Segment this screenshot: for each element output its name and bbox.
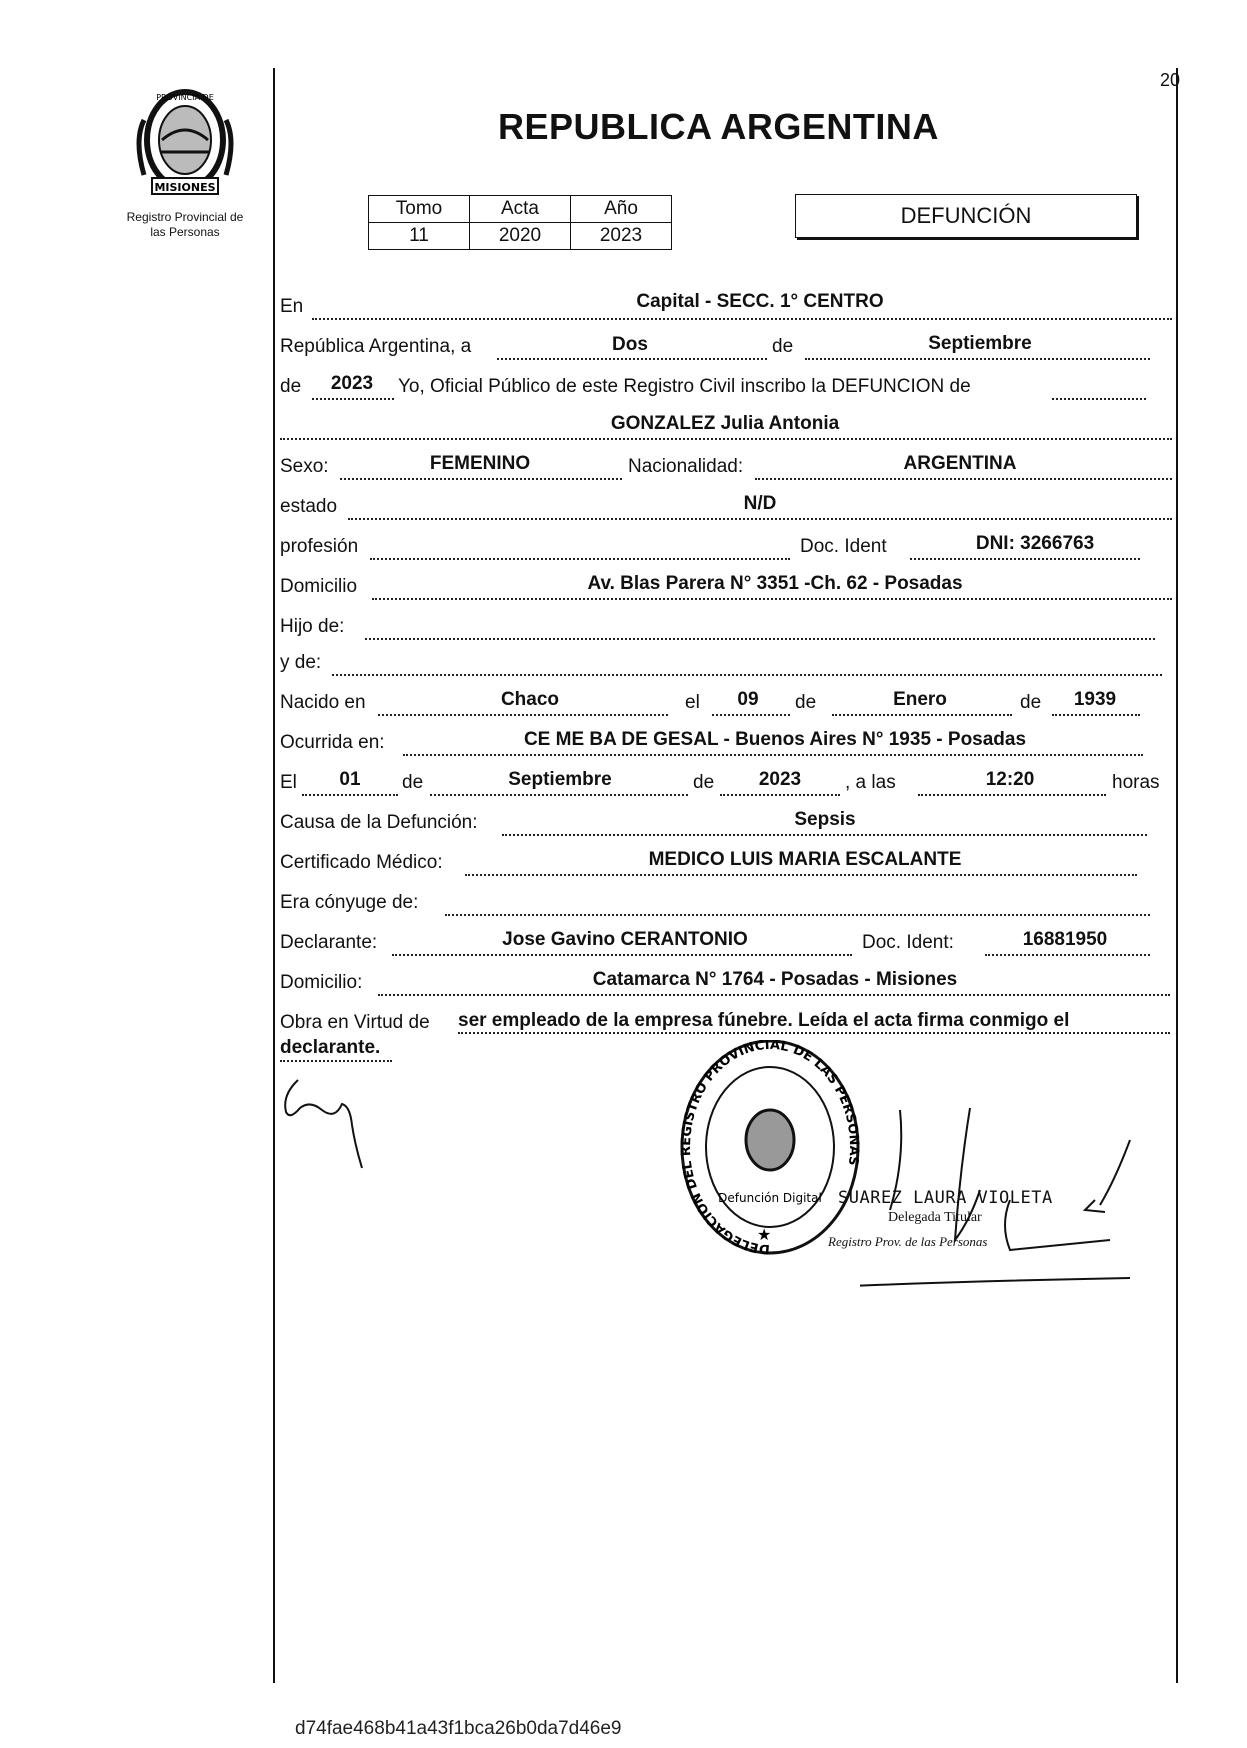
declarant-signature	[280, 1070, 400, 1180]
label-en: En	[280, 296, 304, 317]
value-nacido-lugar: Chaco	[500, 689, 560, 710]
registry-caption-line2: las Personas	[150, 225, 220, 239]
label-domicilio: Domicilio	[280, 576, 358, 597]
official-name: SUAREZ LAURA VIOLETA	[838, 1188, 1053, 1208]
dotted-line	[755, 478, 1172, 480]
label-de-def-anio: de	[693, 772, 715, 793]
label-de-mes: de	[795, 692, 817, 713]
dotted-line	[502, 834, 1147, 836]
label-ocurrida-en: Ocurrida en:	[280, 732, 385, 753]
dotted-line	[805, 358, 1150, 360]
value-def-dia: 01	[339, 769, 361, 790]
dotted-line	[1052, 398, 1146, 400]
stamp-ring-text: DELEGACION DEL REGISTRO PROVINCIAL DE LAS PERSONAS	[678, 1040, 862, 1257]
document-hash: d74fae468b41a43f1bca26b0da7d46e9	[295, 1718, 622, 1739]
dotted-line	[348, 518, 1172, 520]
dotted-line	[910, 558, 1140, 560]
value-lugar: Capital - SECC. 1° CENTRO	[636, 291, 884, 312]
label-de-anio: de	[280, 376, 302, 397]
label-y-de: y de:	[280, 652, 322, 673]
dotted-line	[430, 794, 688, 796]
dotted-line	[372, 598, 1172, 600]
value-certificado: MEDICO LUIS MARIA ESCALANTE	[648, 849, 962, 870]
label-el-cap: El	[280, 772, 297, 793]
label-el: el	[685, 692, 700, 713]
value-ocurrida: CE ME BA DE GESAL - Buenos Aires N° 1935 - Posadas	[523, 729, 1027, 750]
label-conyuge: Era cónyuge de:	[280, 892, 419, 913]
stamp-star-icon: ★	[757, 1225, 772, 1244]
logo-top-text: PROVINCIA DE	[156, 93, 214, 102]
dotted-line	[312, 318, 1172, 320]
dotted-line	[280, 1060, 392, 1062]
right-margin-rule	[1176, 68, 1178, 1683]
label-sexo: Sexo:	[280, 456, 329, 477]
label-domicilio2: Domicilio:	[280, 972, 363, 993]
value-declarante-domicilio: Catamarca N° 1764 - Posadas - Misiones	[592, 969, 958, 990]
label-doc-ident2: Doc. Ident:	[862, 932, 954, 953]
anio-value: 2023	[571, 223, 672, 250]
value-declarante: Jose Gavino CERANTONIO	[502, 929, 748, 950]
label-nacionalidad: Nacionalidad:	[628, 456, 744, 477]
value-def-hora: 12:20	[985, 769, 1035, 790]
dotted-line	[985, 954, 1150, 956]
acta-value: 2020	[470, 223, 571, 250]
tomo-acta-anio-table	[368, 195, 672, 250]
value-causa: Sepsis	[794, 809, 856, 830]
label-de: de	[772, 336, 794, 357]
label-obra-en-virtud: Obra en Virtud de	[280, 1012, 430, 1033]
dotted-line	[340, 478, 622, 480]
label-estado: estado	[280, 496, 338, 517]
tomo-header: Tomo	[369, 196, 470, 223]
value-obra-line2: declarante.	[280, 1037, 381, 1058]
label-yo-oficial: Yo, Oficial Público de este Registro Civil inscribo la DEFUNCION de	[398, 376, 971, 397]
province-seal-logo	[130, 80, 240, 200]
value-nombre: GONZALEZ Julia Antonia	[610, 413, 840, 434]
dotted-line	[378, 994, 1170, 996]
dotted-line	[832, 714, 1012, 716]
dotted-line	[312, 398, 394, 400]
page-number: 20	[1160, 70, 1181, 90]
value-mes: Septiembre	[928, 333, 1032, 354]
dotted-line	[403, 754, 1143, 756]
stamp-inner-text: Defunción Digital	[718, 1191, 822, 1205]
value-anio: 2023	[330, 373, 374, 394]
label-nacido-en: Nacido en	[280, 692, 366, 713]
label-a-las: , a las	[845, 772, 896, 793]
label-certificado: Certificado Médico:	[280, 852, 443, 873]
label-horas: horas	[1112, 772, 1160, 793]
value-dia-texto: Dos	[612, 334, 648, 355]
dotted-line	[918, 794, 1106, 796]
value-nacido-mes: Enero	[893, 689, 947, 710]
dotted-line	[1052, 714, 1140, 716]
anio-header: Año	[571, 196, 672, 223]
label-causa: Causa de la Defunción:	[280, 812, 478, 833]
label-profesion: profesión	[280, 536, 359, 557]
dotted-line	[332, 674, 1162, 676]
dotted-line	[465, 874, 1137, 876]
label-hijo-de: Hijo de:	[280, 616, 345, 637]
label-de-anio2: de	[1020, 692, 1042, 713]
dotted-line	[280, 438, 1172, 440]
label-de-def-mes: de	[402, 772, 424, 793]
acta-header: Acta	[470, 196, 571, 223]
value-def-mes: Septiembre	[508, 769, 612, 790]
dotted-line	[370, 558, 790, 560]
official-role: Delegada Titular	[888, 1210, 982, 1225]
label-doc-ident: Doc. Ident	[800, 536, 887, 557]
dotted-line	[497, 358, 767, 360]
value-nacido-dia: 09	[737, 689, 759, 710]
value-domicilio: Av. Blas Parera N° 3351 -Ch. 62 - Posadas	[587, 573, 963, 594]
dotted-line	[720, 794, 840, 796]
registry-caption	[100, 210, 270, 240]
dotted-line	[458, 1032, 1170, 1034]
dotted-line	[378, 714, 668, 716]
dotted-line	[712, 714, 790, 716]
value-estado: N/D	[743, 493, 777, 514]
value-def-anio: 2023	[758, 769, 802, 790]
dotted-line	[392, 954, 852, 956]
dotted-line	[302, 794, 398, 796]
dotted-line	[365, 638, 1155, 640]
page-title: REPUBLICA ARGENTINA	[498, 106, 939, 147]
tomo-value: 11	[369, 223, 470, 250]
registry-caption-line1: Registro Provincial de	[126, 210, 244, 224]
record-type-box: DEFUNCIÓN	[795, 194, 1137, 238]
value-doc: DNI: 3266763	[975, 533, 1095, 554]
value-obra-line1: ser empleado de la empresa fúnebre. Leída el acta firma conmigo el	[458, 1010, 1070, 1031]
value-declarante-doc: 16881950	[1022, 929, 1108, 950]
value-nacionalidad: ARGENTINA	[903, 453, 1017, 474]
label-republica-a: República Argentina, a	[280, 336, 472, 357]
value-sexo: FEMENINO	[429, 453, 531, 474]
logo-bottom-text: MISIONES	[154, 181, 216, 194]
dotted-line	[445, 914, 1150, 916]
label-declarante: Declarante:	[280, 932, 378, 953]
official-office: Registro Prov. de las Personas	[828, 1234, 988, 1249]
value-nacido-anio: 1939	[1073, 689, 1117, 710]
left-margin-rule	[273, 68, 275, 1683]
